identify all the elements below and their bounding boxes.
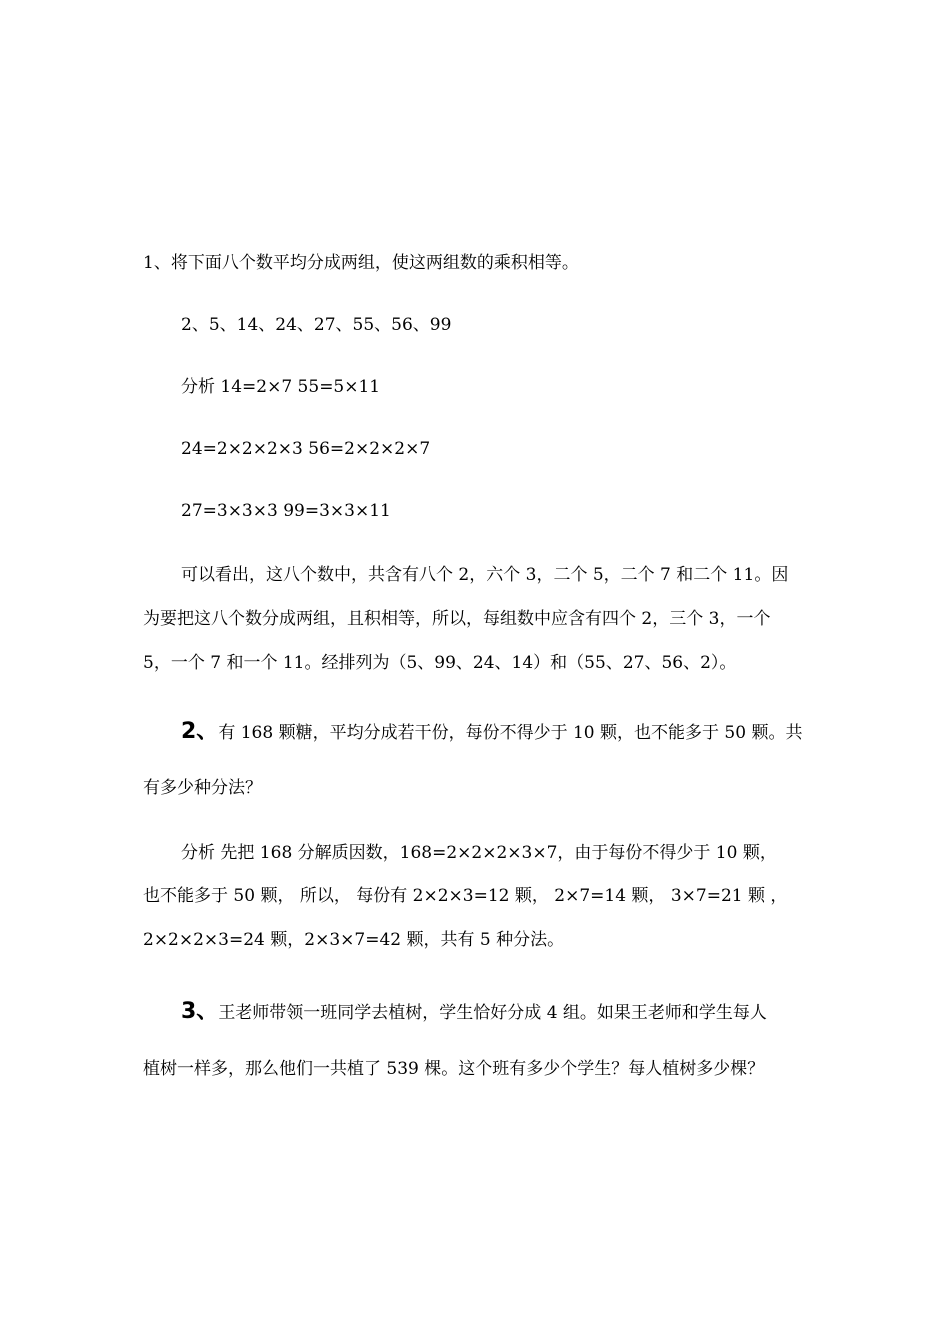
problem2-analysis-line-1: 分析 先把 168 分解质因数，168=2×2×2×3×7，由于每份不得少于 10 颗，: [181, 843, 777, 863]
problem1-analysis-line-2: 24=2×2×2×3 56=2×2×2×7: [181, 439, 431, 459]
problem1-explanation-line-2: 为要把这八个数分成两组，且积相等，所以，每组数中应含有四个 2，三个 3，一个: [143, 609, 771, 629]
problem2-question-line-1: [181, 720, 802, 745]
problem3-question-line-1: [181, 1000, 767, 1025]
problem1-analysis-line-1: 分析 14=2×7 55=5×11: [181, 377, 381, 397]
problem2-number: 2、: [181, 719, 219, 744]
problem1-analysis-line-3: 27=3×3×3 99=3×3×11: [181, 501, 391, 521]
problem1-explanation-line-1: 可以看出，这八个数中，共含有八个 2，六个 3，二个 5，二个 7 和二个 11。因: [181, 565, 789, 585]
problem3-number: 3、: [181, 999, 219, 1024]
problem2-analysis-line-2: 也不能多于 50 颗， 所以， 每份有 2×2×3=12 颗， 2×7=14 颗， 3×7=21 颗 ，: [143, 886, 788, 906]
problem3-question-line-2: 植树一样多，那么他们一共植了 539 棵。这个班有多少个学生？每人植树多少棵？: [143, 1059, 765, 1079]
problem2-question-text: 有 168 颗糖，平均分成若干份，每份不得少于 10 颗，也不能多于 50 颗。共: [218, 723, 803, 743]
problem2-analysis-line-3: 2×2×2×3=24 颗，2×3×7=42 颗，共有 5 种分法。: [143, 930, 565, 950]
problem1-numbers: 2、5、14、24、27、55、56、99: [181, 315, 452, 335]
problem1-explanation-line-3: 5，一个 7 和一个 11。经排列为（5、99、24、14）和（55、27、56、2）。: [143, 653, 737, 673]
problem1-question: 1、将下面八个数平均分成两组，使这两组数的乘积相等。: [143, 253, 579, 273]
problem3-question-text: 王老师带领一班同学去植树，学生恰好分成 4 组。如果王老师和学生每人: [218, 1003, 767, 1023]
problem2-question-line-2: 有多少种分法？: [143, 778, 262, 798]
